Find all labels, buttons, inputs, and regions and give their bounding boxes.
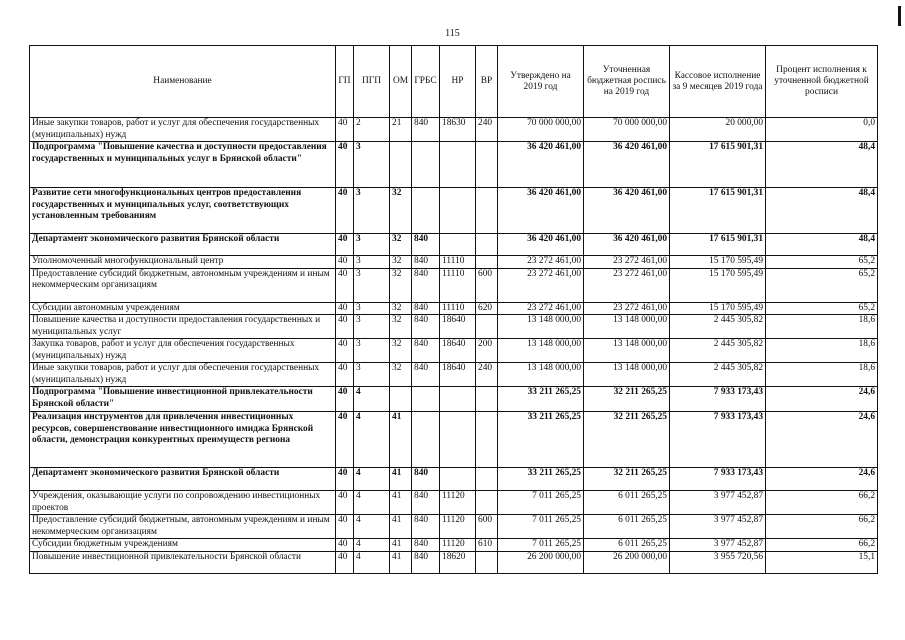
- cell-gp: 40: [336, 256, 354, 269]
- cell-revised: 32 211 265,25: [584, 387, 670, 412]
- cell-gp: 40: [336, 539, 354, 552]
- table-row: [30, 188, 878, 234]
- cell-gp: 40: [336, 339, 354, 363]
- cell-vr: 620: [476, 302, 498, 315]
- table-row: [30, 468, 878, 491]
- cell-nr: 18630: [440, 118, 476, 142]
- table-row: [30, 256, 878, 269]
- cell-grbs: 840: [412, 551, 440, 573]
- cell-pgp: 4: [354, 468, 390, 491]
- cell-revised: 23 272 461,00: [584, 256, 670, 269]
- cell-grbs: 840: [412, 234, 440, 256]
- cell-nr: 11120: [440, 515, 476, 539]
- cell-om: 32: [390, 339, 412, 363]
- cell-om: 32: [390, 234, 412, 256]
- cell-name: Закупка товаров, работ и услуг для обеспечения государственных (муниципальных) нужд: [30, 339, 336, 363]
- cell-pgp: 4: [354, 387, 390, 412]
- cell-percent: 48,4: [766, 188, 878, 234]
- cell-vr: [476, 188, 498, 234]
- cell-approved: 23 272 461,00: [498, 268, 584, 302]
- cell-grbs: 840: [412, 268, 440, 302]
- header-grbs: ГРБС: [412, 46, 440, 118]
- cell-percent: 24,6: [766, 387, 878, 412]
- cell-cash: 3 977 452,87: [670, 491, 766, 515]
- cell-revised: 36 420 461,00: [584, 234, 670, 256]
- cell-vr: [476, 234, 498, 256]
- cell-revised: 23 272 461,00: [584, 302, 670, 315]
- table-row: [30, 234, 878, 256]
- cell-nr: 11110: [440, 268, 476, 302]
- cell-approved: 7 011 265,25: [498, 515, 584, 539]
- cell-percent: 15,1: [766, 551, 878, 573]
- cell-cash: 2 445 305,82: [670, 363, 766, 387]
- cell-approved: 36 420 461,00: [498, 142, 584, 188]
- cell-approved: 23 272 461,00: [498, 302, 584, 315]
- cell-vr: [476, 387, 498, 412]
- cell-pgp: 4: [354, 412, 390, 468]
- cell-name: Субсидии автономным учреждениям: [30, 302, 336, 315]
- cell-nr: 11110: [440, 302, 476, 315]
- cell-nr: 11120: [440, 539, 476, 552]
- cell-revised: 6 011 265,25: [584, 539, 670, 552]
- header-name: Наименование: [30, 46, 336, 118]
- cell-approved: 36 420 461,00: [498, 188, 584, 234]
- cell-om: 41: [390, 539, 412, 552]
- cell-gp: 40: [336, 188, 354, 234]
- cell-gp: 40: [336, 315, 354, 339]
- table-row: [30, 268, 878, 302]
- table-row: [30, 539, 878, 552]
- cell-revised: 26 200 000,00: [584, 551, 670, 573]
- cell-name: Департамент экономического развития Брянской области: [30, 234, 336, 256]
- cell-revised: 13 148 000,00: [584, 315, 670, 339]
- header-pct: Процент исполнения к уточненной бюджетной росписи: [766, 46, 878, 118]
- cell-revised: 23 272 461,00: [584, 268, 670, 302]
- header-nr: НР: [440, 46, 476, 118]
- cell-cash: 17 615 901,31: [670, 142, 766, 188]
- cell-om: [390, 387, 412, 412]
- cell-gp: 40: [336, 142, 354, 188]
- cell-percent: 18,6: [766, 363, 878, 387]
- cell-cash: 15 170 595,49: [670, 256, 766, 269]
- table-row: [30, 551, 878, 573]
- cell-om: 41: [390, 551, 412, 573]
- cell-om: 32: [390, 256, 412, 269]
- cell-revised: 36 420 461,00: [584, 188, 670, 234]
- cell-vr: [476, 142, 498, 188]
- cell-cash: 15 170 595,49: [670, 302, 766, 315]
- cell-percent: 18,6: [766, 339, 878, 363]
- cell-nr: [440, 412, 476, 468]
- cell-gp: 40: [336, 468, 354, 491]
- cell-pgp: 4: [354, 551, 390, 573]
- cell-om: 41: [390, 515, 412, 539]
- cell-nr: [440, 234, 476, 256]
- cell-vr: [476, 468, 498, 491]
- table-row: [30, 412, 878, 468]
- cell-approved: 23 272 461,00: [498, 256, 584, 269]
- cell-approved: 70 000 000,00: [498, 118, 584, 142]
- cell-percent: 66,2: [766, 515, 878, 539]
- cell-vr: [476, 491, 498, 515]
- cell-name: Иные закупки товаров, работ и услуг для обеспечения государственных (муниципальных) нужд: [30, 118, 336, 142]
- cell-percent: 48,4: [766, 234, 878, 256]
- cell-grbs: [412, 387, 440, 412]
- cell-revised: 70 000 000,00: [584, 118, 670, 142]
- header-revised: Уточненная бюджетная роспись на 2019 год: [584, 46, 670, 118]
- cell-pgp: 3: [354, 256, 390, 269]
- table-row: [30, 142, 878, 188]
- cell-pgp: 3: [354, 268, 390, 302]
- cell-vr: 600: [476, 515, 498, 539]
- cell-om: [390, 142, 412, 188]
- table-row: [30, 491, 878, 515]
- cell-vr: 610: [476, 539, 498, 552]
- table-header-row: [30, 46, 878, 118]
- cell-cash: 17 615 901,31: [670, 188, 766, 234]
- cell-pgp: 4: [354, 515, 390, 539]
- cell-pgp: 3: [354, 302, 390, 315]
- cell-name: Реализация инструментов для привлечения инвестиционных ресурсов, совершенствование инвестиционного имиджа Брянской области, демонстрация конкурентных преимуществ региона: [30, 412, 336, 468]
- cell-percent: 66,2: [766, 491, 878, 515]
- table-row: [30, 515, 878, 539]
- cell-revised: 32 211 265,25: [584, 412, 670, 468]
- cell-approved: 33 211 265,25: [498, 387, 584, 412]
- cell-name: Субсидии бюджетным учреждениям: [30, 539, 336, 552]
- table-row: [30, 302, 878, 315]
- header-approved: Утверждено на 2019 год: [498, 46, 584, 118]
- cell-revised: 32 211 265,25: [584, 468, 670, 491]
- cell-gp: 40: [336, 302, 354, 315]
- cell-grbs: [412, 188, 440, 234]
- cell-grbs: 840: [412, 491, 440, 515]
- header-om: ОМ: [390, 46, 412, 118]
- cell-vr: 240: [476, 363, 498, 387]
- table-body: [30, 118, 878, 574]
- cell-grbs: 840: [412, 118, 440, 142]
- table-row: [30, 118, 878, 142]
- cell-approved: 26 200 000,00: [498, 551, 584, 573]
- cell-pgp: 4: [354, 491, 390, 515]
- cell-om: 41: [390, 468, 412, 491]
- cell-percent: 18,6: [766, 315, 878, 339]
- cell-om: 32: [390, 302, 412, 315]
- cell-nr: [440, 188, 476, 234]
- cell-grbs: 840: [412, 256, 440, 269]
- cell-percent: 65,2: [766, 302, 878, 315]
- cell-cash: 15 170 595,49: [670, 268, 766, 302]
- page-number: 115: [445, 28, 460, 39]
- cell-revised: 13 148 000,00: [584, 363, 670, 387]
- cell-pgp: 3: [354, 142, 390, 188]
- cell-approved: 7 011 265,25: [498, 539, 584, 552]
- cell-grbs: 840: [412, 339, 440, 363]
- cell-approved: 7 011 265,25: [498, 491, 584, 515]
- cell-om: 32: [390, 268, 412, 302]
- cell-gp: 40: [336, 387, 354, 412]
- header-gp: ГП: [336, 46, 354, 118]
- cell-approved: 13 148 000,00: [498, 315, 584, 339]
- scan-edge-mark: [898, 6, 901, 26]
- cell-nr: 18640: [440, 339, 476, 363]
- cell-om: 41: [390, 491, 412, 515]
- cell-cash: 3 955 720,56: [670, 551, 766, 573]
- cell-vr: [476, 412, 498, 468]
- cell-grbs: [412, 142, 440, 188]
- cell-vr: 200: [476, 339, 498, 363]
- cell-nr: [440, 142, 476, 188]
- cell-cash: 2 445 305,82: [670, 315, 766, 339]
- cell-gp: 40: [336, 268, 354, 302]
- cell-gp: 40: [336, 491, 354, 515]
- budget-table: [29, 45, 878, 574]
- cell-nr: 18640: [440, 315, 476, 339]
- cell-name: Предоставление субсидий бюджетным, автономным учреждениям и иным некоммерческим организациям: [30, 268, 336, 302]
- cell-nr: 11110: [440, 256, 476, 269]
- cell-grbs: 840: [412, 363, 440, 387]
- cell-gp: 40: [336, 551, 354, 573]
- cell-grbs: 840: [412, 302, 440, 315]
- cell-gp: 40: [336, 515, 354, 539]
- cell-name: Департамент экономического развития Брянской области: [30, 468, 336, 491]
- cell-approved: 33 211 265,25: [498, 468, 584, 491]
- cell-nr: [440, 387, 476, 412]
- cell-grbs: [412, 412, 440, 468]
- cell-cash: 7 933 173,43: [670, 412, 766, 468]
- cell-approved: 13 148 000,00: [498, 339, 584, 363]
- cell-name: Развитие сети многофункциональных центров предоставления государственных и муниципальных услуг, соответствующих установленным требованиям: [30, 188, 336, 234]
- cell-pgp: 2: [354, 118, 390, 142]
- cell-om: 32: [390, 188, 412, 234]
- cell-cash: 3 977 452,87: [670, 515, 766, 539]
- cell-name: Иные закупки товаров, работ и услуг для обеспечения государственных (муниципальных) нужд: [30, 363, 336, 387]
- cell-approved: 13 148 000,00: [498, 363, 584, 387]
- cell-om: 32: [390, 363, 412, 387]
- cell-revised: 6 011 265,25: [584, 491, 670, 515]
- cell-percent: 24,6: [766, 468, 878, 491]
- cell-revised: 13 148 000,00: [584, 339, 670, 363]
- cell-gp: 40: [336, 363, 354, 387]
- cell-om: 32: [390, 315, 412, 339]
- cell-vr: [476, 315, 498, 339]
- cell-pgp: 3: [354, 315, 390, 339]
- cell-gp: 40: [336, 234, 354, 256]
- table-row: [30, 339, 878, 363]
- cell-cash: 2 445 305,82: [670, 339, 766, 363]
- table-row: [30, 363, 878, 387]
- cell-revised: 36 420 461,00: [584, 142, 670, 188]
- cell-cash: 3 977 452,87: [670, 539, 766, 552]
- cell-percent: 48,4: [766, 142, 878, 188]
- cell-grbs: 840: [412, 515, 440, 539]
- cell-percent: 66,2: [766, 539, 878, 552]
- cell-gp: 40: [336, 412, 354, 468]
- cell-vr: [476, 551, 498, 573]
- cell-pgp: 3: [354, 188, 390, 234]
- header-cash: Кассовое исполнение за 9 месяцев 2019 года: [670, 46, 766, 118]
- cell-nr: 18620: [440, 551, 476, 573]
- cell-vr: 600: [476, 268, 498, 302]
- cell-approved: 33 211 265,25: [498, 412, 584, 468]
- cell-name: Подпрограмма "Повышение инвестиционной привлекательности Брянской области": [30, 387, 336, 412]
- cell-name: Уполномоченный многофункциональный центр: [30, 256, 336, 269]
- cell-approved: 36 420 461,00: [498, 234, 584, 256]
- table-row: [30, 387, 878, 412]
- cell-name: Повышение инвестиционной привлекательности Брянской области: [30, 551, 336, 573]
- cell-name: Учреждения, оказывающие услуги по сопровождению инвестиционных проектов: [30, 491, 336, 515]
- cell-om: 41: [390, 412, 412, 468]
- cell-grbs: 840: [412, 468, 440, 491]
- cell-name: Предоставление субсидий бюджетным, автономным учреждениям и иным некоммерческим организациям: [30, 515, 336, 539]
- cell-cash: 7 933 173,43: [670, 468, 766, 491]
- cell-name: Повышение качества и доступности предоставления государственных и муниципальных услуг: [30, 315, 336, 339]
- cell-pgp: 3: [354, 363, 390, 387]
- cell-gp: 40: [336, 118, 354, 142]
- cell-nr: 18640: [440, 363, 476, 387]
- cell-name: Подпрограмма "Повышение качества и доступности предоставления государственных и муниципальных услуг в Брянской области": [30, 142, 336, 188]
- cell-om: 21: [390, 118, 412, 142]
- cell-nr: 11120: [440, 491, 476, 515]
- cell-pgp: 4: [354, 539, 390, 552]
- cell-vr: [476, 256, 498, 269]
- cell-cash: 7 933 173,43: [670, 387, 766, 412]
- cell-percent: 65,2: [766, 256, 878, 269]
- header-pgp: ПГП: [354, 46, 390, 118]
- cell-grbs: 840: [412, 539, 440, 552]
- cell-cash: 17 615 901,31: [670, 234, 766, 256]
- cell-pgp: 3: [354, 339, 390, 363]
- table-row: [30, 315, 878, 339]
- cell-percent: 0,0: [766, 118, 878, 142]
- cell-revised: 6 011 265,25: [584, 515, 670, 539]
- cell-percent: 24,6: [766, 412, 878, 468]
- cell-pgp: 3: [354, 234, 390, 256]
- cell-cash: 20 000,00: [670, 118, 766, 142]
- cell-nr: [440, 468, 476, 491]
- cell-grbs: 840: [412, 315, 440, 339]
- cell-vr: 240: [476, 118, 498, 142]
- header-vr: ВР: [476, 46, 498, 118]
- cell-percent: 65,2: [766, 268, 878, 302]
